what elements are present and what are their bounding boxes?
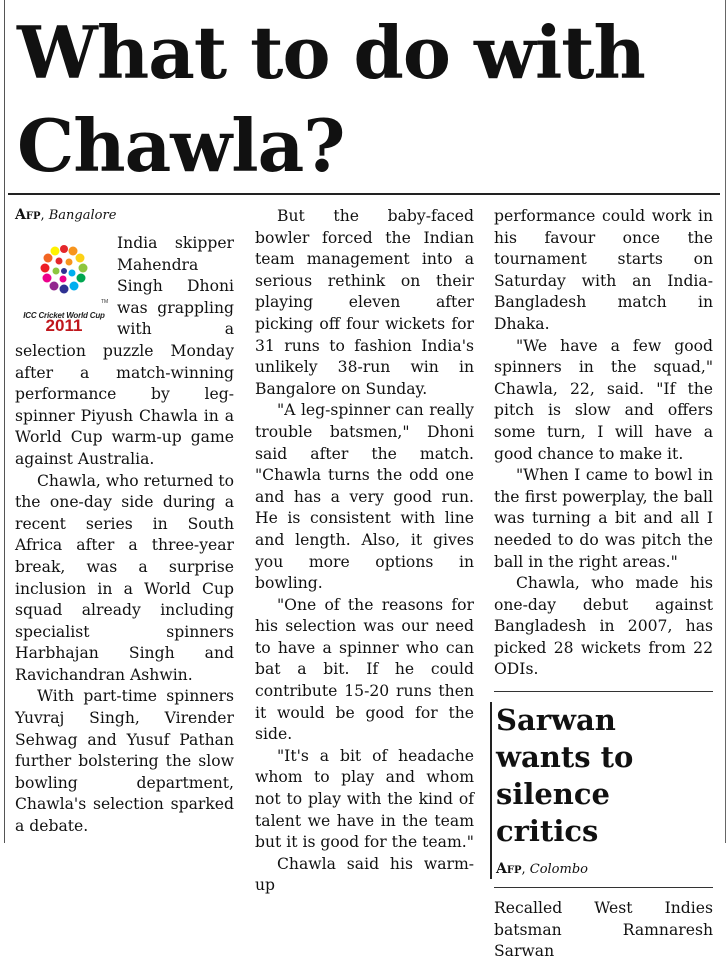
page-left-rule [4, 0, 5, 843]
logo-caption: ICC Cricket World Cup [23, 311, 105, 320]
col3-paragraph: performance could work in his favour once the tournament starts on Saturday with an India-Bangladesh match in Dhaka. [494, 207, 713, 333]
col2-paragraph: But the baby-faced bowler forced the Indian team management into a serious rethink on their playing eleven after picking off four wickets for 31 runs to fashion India's unlikely 38-run win in Bangalore on Sunday. [255, 207, 474, 398]
main-headline: What to do with Chawla? [17, 10, 645, 188]
second-headline: Sarwan wants to silence critics [496, 703, 634, 849]
col2-paragraph: Chawla said his warm-up [255, 854, 474, 895]
article-byline: Afp, Bangalore [15, 207, 117, 223]
article-column-2 [255, 206, 474, 897]
article-divider [494, 691, 713, 692]
col2-paragraph: "One of the reasons for his selection was our need to have a spinner who can bat a bit. If he could contribute 15-20 runs then it would be good for the side. [255, 595, 474, 744]
world-cup-logo-icon [15, 237, 113, 305]
article-column-3 [494, 206, 713, 963]
article-column-1 [15, 206, 234, 838]
col3-paragraph: "When I came to bowl in the first powerplay, the ball was turning a bit and all I needed to do was pitch the ball in the right areas." [494, 466, 713, 571]
byline-place: Bangalore [48, 208, 117, 223]
logo-trademark: TM [101, 299, 109, 305]
headline-rule [8, 193, 720, 195]
byline-agency: Afp [15, 207, 41, 223]
second-article-lead: Recalled West Indies batsman Ramnaresh Sarwan [494, 899, 713, 961]
col1-paragraph: India skipper Mahendra Singh Dhoni was grappling with a selection puzzle Monday after a match-winning performance by leg-spinner Piyush Chawla in a World Cup warm-up game against Australia. [15, 234, 234, 468]
second-byline: Afp, Colombo [496, 861, 588, 878]
second-byline-place: Colombo [529, 862, 588, 878]
col2-paragraph: "A leg-spinner can really trouble batsmen," Dhoni said after the match. "Chawla turns the odd one and has a very good run. He is consistent with line and length. Also, it gives you more options in bowling. [255, 401, 474, 593]
world-cup-logo [15, 237, 113, 335]
col2-paragraph: "It's a bit of headache whom to play and whom not to play with the kind of talent we have in the team but it is good for the team." [255, 746, 474, 852]
col1-paragraph: Chawla, who returned to the one-day side during a recent series in South Africa after a three-year break, was a surprise inclusion in a World Cup squad already including specialist spinners Harbhajan Singh and Ravichandran Ashwin. [15, 471, 234, 684]
col3-paragraph: "We have a few good spinners in the squad," Chawla, 22, said. "If the pitch is slow and offers some turn, I will have a good chance to make it. [494, 336, 713, 463]
col3-paragraph: Chawla, who made his one-day debut against Bangladesh in 2007, has picked 28 wickets from 22 ODIs. [494, 574, 713, 679]
col1-paragraph: With part-time spinners Yuvraj Singh, Virender Sehwag and Yusuf Pathan further bolstering the slow bowling department, Chawla's selection sparked a debate. [15, 687, 234, 836]
logo-year: 2011 [45, 316, 83, 335]
second-article [490, 702, 713, 879]
second-byline-agency: Afp [496, 861, 522, 878]
second-article-rule [494, 887, 713, 888]
page-right-rule [725, 0, 726, 843]
